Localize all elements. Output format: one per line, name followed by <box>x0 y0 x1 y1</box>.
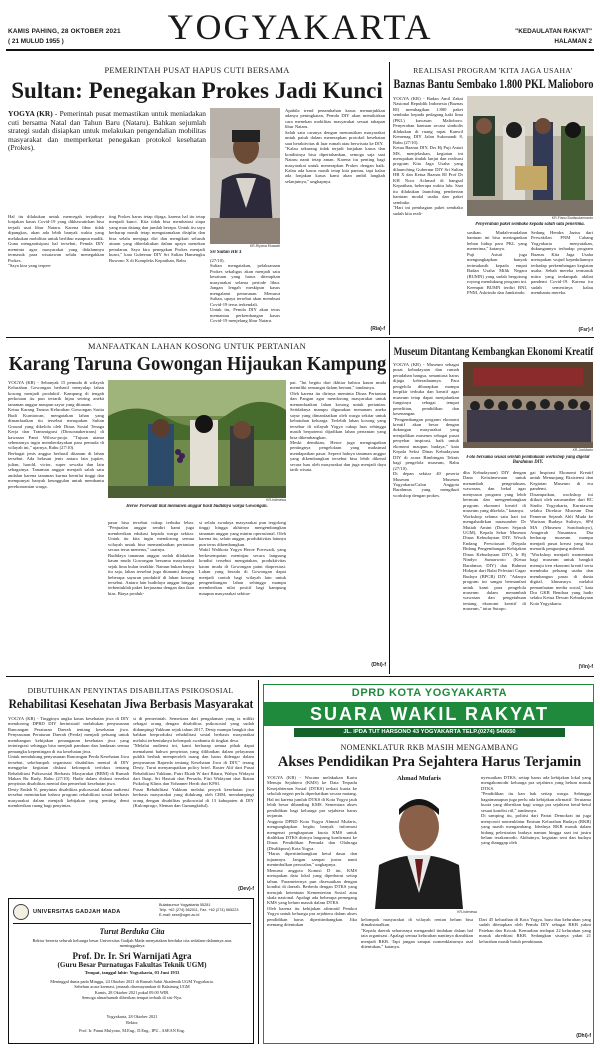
harvest-image <box>108 380 286 498</box>
harvest-photo <box>108 380 286 498</box>
signoff-role: Rektor <box>126 1020 138 1025</box>
story-headline: Museum Ditantang Kembangkan Ekonomi Kreatif <box>393 344 593 358</box>
story-column: gai Inspirasi Ekonomi Kreatif untuk Menunjang Eksistensi dan Kegiatan Museum di era pandemi. Disampaikan, workshop ini diikuti oleh narasumber dari RC Studio Yogyakarta, Kurniawan selaku Direktur Museum Dan Pameran Sejarah Ahli Muda ke Warisan Budaya Sulistyo, SPd MA (Museum Sonobudoyo), Anugerah Nusantara. Dia berharap museum mampu menjadi pusat kreasi yang bisa menarik pengunjung milenial. "Workshop menjadi momentum bagi museum untuk bangkit menuju tren ekonomi kreatif serta membuka peluang usaha dan membangun pasar di dunia digital, khususnya melalui pemanfaatan media sosial," kata Dra GKR Bendara yang hadir selaku Ketua Dewan Kebudayaan Kota Yogyakarta. <box>530 470 593 606</box>
dprd-banner: SUARA WAKIL RAKYAT <box>309 704 549 724</box>
rubric-label: "KEDAULATAN RAKYAT" <box>515 28 592 35</box>
dprd-address: JL. IPDA TUT HARSONO 43 YOGYAKARTA TELP.(0274) 540650 <box>294 728 565 737</box>
end-mark: (Fsr)-f <box>578 327 593 333</box>
story-headline: Karang Taruna Gowongan Hijaukan Kampung <box>8 354 386 375</box>
signoff-place: Yogyakarta, 28 Oktober 2021 <box>106 1014 158 1019</box>
story-column: dha Kebudayaan) DIY dengan Dana Keistimewaan untuk menambah pengetahuan, wawasan, dan bekal agar menyusun program yang lebih bermutu dan mengembangkan program ekonomi kreatif di museum yang dikelola," katanya. Workshop selama satu hari ini mengahadirkan narasumber Dr Mutiah Amini (Dosen Sejarah UGM), Kepala Sekar Museum Dinas Kebudayaan DIY, Wiwik Endang Perwitasari (Kepala Bidang Pengembangan Kebijakan Dinas Kebudayaan DIY), Ir Hj Nindyo Sumarwoto (Ketua Barahmus DIY) dan Rahmat Hidayat dari Balai Pelestari Cagar Budaya (BPCB) DIY. "Adanya program ini sangat bermanfaat untuk kami para pengelola museum dalam menambah wawasan dan pengetahuan tentang ekonomi kreatif di museum," tutur Sutopo. <box>463 470 526 612</box>
story-lead <box>8 110 206 214</box>
end-mark: (Dhi)-f <box>576 1033 591 1039</box>
column-divider <box>258 680 259 1044</box>
story-column: si selalu swadaya masyarakat pun tergolong tinggi hingga akhirnya mengembangkan tanaman anggur yang minim operasional. Oleh karena itu, selain anggur, produktivitas lainnya pun terus dikembangkan. Wakil Walikota Yogya Heroe Poerwadi, yang berkesempatan meninjau secara langsung kondisi tersebut mengatakan, produktivitas kaum muda di Gowongan patut diapresiasi. Lahan yang berada di Gowongan dapat menjadi contoh bagi wilayah lain untuk pengembangan lahan sehingga mampu memberikan nilai positif bagi kampung maupun masyarakat sekitar- <box>199 520 286 596</box>
masthead-rule <box>6 49 594 51</box>
story-column: YOGYA (KR) - Tingginya angka kasus kesehatan jiwa di DIY mendorong DPRD DIY berinisiatif melakukan penyusunan Rancangan Peraturan Daerah tentang kesehatan jiwa. Penyusunan Peraturan Daerah (Perda) menjadi peluang untuk membangun kebijakan penanganan kesehatan jiwa yang terintegrasi sehingga bisa menjadi panduan dan landasan semua pemangku kepentingan di isu kesehatan jiwa. Untuk mendukung penyusunan Rancangan Perda Kesehatan Jiwa tersebut, sekelompok organisasi disabilitas mental di DIY menggelar kegiatan diskusi kelompok terfokus tentang Rehabilitasi Psikososial Berbasis Masyarakat (RBM) di Rumah Makan Bu Rudy, Rabu (27/10). Hadir dalam diskusi tersebut penyintas disabilitas mental dan pemerhati kesehatan jiwa. Desty Endah N, penyintas disabilitas psikososial dalam audiensi tersebut menuturkan bahwa program rehabilitasi sosial berbasis masyarakat dalam menjadi kebijakan yang penting demi memberikan ruang bagi penyintas. <box>8 716 129 809</box>
end-mark: (Dev)-f <box>238 886 254 892</box>
obituary-intro: Rektor beserta seluruh keluarga besar Universitas Gadjah Mada menyatakan berduka cita sedalam-dalamnya atas meninggalnya <box>32 938 232 949</box>
obituary-name: Prof. Dr. Ir. Sri Warnijati Agra <box>72 951 192 961</box>
story-headline: Baznas Bantu Sembako 1.800 PKL Malioboro <box>393 77 593 91</box>
story-column: nyesuaikan DTKS, setiap harus ada kebijakan lokal yang mengakomodir keluarga pra sejahtera yang belum masuk DTKS. "Pendidikan itu kan hak setiap warga. Sehingga bagaimanapun juga perlu ada kebijakan afirmatif. Terutama kuota yang diberikan bagi warga pra sejahtera betul-betul sesuai kondisi riil," tandasnya. Di samping itu, politisi dari Partai Demokrat ini juga menyoroti nomenklatur Emisan Kelurahan Budaya (RKB) yang masih mengambang. Idealnya RKB masuk dalam bidang pelestarian budaya namun hingga saat ini justru belum terakomodir. Akibatnya, kegiatan seni dan budaya yang dianggap oleh <box>481 775 591 846</box>
photo-credit: KR-Istimewa <box>457 910 477 914</box>
photo-caption: Foto bersama seusai setelah pembukaan workshop yang digelar Barahmus DIY. <box>466 455 590 466</box>
sultan-photo <box>210 108 280 244</box>
obituary-box <box>8 898 254 1044</box>
story-column: Apabila trend penambahan kasus menunjukkan adanya peningkatan, Pemda DIY akan memikirkan cara menekan mobilitas masyarakat sesuai tahapan libur Nataru. Salah satu caranya dengan memastikan masyarakat untuk patuh dalam menerapkan protokol kesehatan saat beraktivitas di luar rumah atau berwisata ke DIY. "Kalau sekarang tidak terjadi lonjakan kasus dan kondisinya bisa dipertahankan, semoga saja saat Nataru nanti tetap aman. Karena itu penting bagi masyarakat untuk menerapkan Prokes dengan baik. Kalau ada kasus masih tetap kita pantau, tapi kalau ada lonjakan kasus kami akan ambil langkah selanjutnya," ungkapnya. <box>285 108 385 184</box>
obituary-divider <box>13 923 251 924</box>
dprd-title: DPRD KOTA YOGYAKARTA <box>351 687 508 699</box>
section-rule <box>6 676 594 677</box>
story-column: (27/10). Sultan mengatakan, pelaksanaan Prokes sekaligus akan menjadi satu kesatuan yang harus diterapkan masyarakat selama periode libur. Jangan lengah meskipun kasus mengalami penurunan. Menurut Sultan, upaya tersebut akan membuat Covid-19 terus terkendali. Untuk itu, Pemda DIY akan terus memantau perkembangan kasus Covid-19 menjelang libur Nataru. <box>210 258 280 323</box>
portrait-image <box>210 108 280 244</box>
story-column: Hal itu dilakukan untuk mencegah terjadinya lonjakan kasus Covid-19 yang dikhawatirkan bisa terjadi usai libur Nataru. Karena libur tidak dipangkas, akan ada lebih banyak waktu yang melakukan mobilitas untuk berlibur maupun mudik. Guna mengantisipasi hal tersebut, Pemda DIY meminta agar masyarakat yang didalamnya termasuk para wisatawan selalu menegakkan Prokes. "Saya kira yang terpen- <box>8 214 104 269</box>
portrait-image <box>361 783 477 909</box>
page-number: HALAMAN 2 <box>554 38 592 45</box>
end-mark: (Dhi)-f <box>371 662 386 668</box>
lead-dateline: YOGYA (KR) <box>8 110 53 118</box>
story-kicker: REALISASI PROGRAM 'KITA JAGA USAHA' <box>413 66 573 75</box>
obituary-heading: Turut Berduka Cita <box>99 927 165 936</box>
photo-credit: KR-Riyana Ekawati <box>249 244 280 248</box>
hijri-date: ( 21 MULUD 1955 ) <box>8 38 64 45</box>
photo-label: Ahmad Mufaris <box>397 775 441 782</box>
handover-image <box>467 96 593 216</box>
story-column: sasikan. Mudah-mudahan bantuan ini bisa meringankan beban hidup para PKL yang menerima," katanya. Puji Astuti juga mengungkapkan banyak terimakasih kepada empat Badan Usaha Milik Negara (BUMN) yang sudah bergotong royong mendukung program ini. Keempat BUMN terdiri BNI, PNM, Askrindo dan Jamkrindo. <box>467 230 527 295</box>
issue-date: KAMIS PAHING, 28 OKTOBER 2021 <box>8 28 121 35</box>
obituary-born: Tempat, tanggal lahir: Yogyakarta, 03 Juni 1933 <box>84 970 180 975</box>
story-column: ting Prokes harus tetap dijaga, karena hal itu tetap menjadi kunci. Kita tidak bisa membatasi siapa yang mau datang dan jumlah berapa. Untuk itu saya berharap masih tetap mengutamakan disiplin dan bisa selalu menjaga diri dan mengikuti seluruh aturan yang diberlakukan dalam upaya menekan penularan. Saya kira penegakan Prokes menjadi kunci," kata Gubernur DIY Sri Sultan Hamengku Buwono X di Kompleks Kepatihan, Rabu <box>109 214 205 263</box>
obituary-title: (Guru Besar Purnatugas Fakultas Teknik UGM) <box>57 961 207 969</box>
dprd-headline: Akses Pendidikan Pra Sejahtera Harus Terjamin <box>277 754 582 770</box>
obituary-details: Meninggal dunia pada Minggu, 24 Oktober 2021 di Rumah Sakit Akademik UGM Yogyakarta. Sebelum acara kremasi, jenazah disemayamkan di Balairung UGM Kamis, 28 Oktober 2021 pukul 09.00 WIB. Semoga almarhumah diberikan tempat terbaik di sisi-Nya. <box>50 979 214 1000</box>
story-headline: Rehabilitasi Kesehatan Jiwa Berbasis Masyarakat <box>8 697 253 711</box>
story-column: kelompok masyarakat di wilayah rentan belum bisa dimaksimalkan. "Kepala daerah seharusnya mengambil tindakan dalam hal tata organisasi. Apalagi semua kelurahan nantinya diarahkan menjadi RKB. Tapi jangan sampai nomenklaturnya asal ditentukan," katanya. Dari 45 kelurahan di Kota Yogya, baru dua kelurahan yang sudah ditetapkan oleh Pemda DIY sebagai RKB yakni Patehan dan Kricak. Kemudian terdapat 22 kelurahan yang masuk akreditasi RKB. Sedangkan sisanya yakni 21 kelurahan masih butuh pembinaan. <box>361 917 591 950</box>
photo-credit: KR-Fiano Budisudarmanto <box>551 216 593 220</box>
dprd-advertorial <box>263 684 594 1044</box>
photo-credit: KR-Jonkfarto <box>572 448 593 452</box>
story-column: Sedang Hendra Jazius dari Perwakilan PNM Cabang Yogyakarta menyatakan, dukungannya terhadap program Baznas Kita Jaga Usaha merupakan wujud kepeduliannya terhadap perkembangan kegiatan usaha. Sebab mereka termasuk mitra yang terdampak akibat pandemi Covid-19. Karena itu sudah semestinya kalau membantu mereka. <box>531 230 593 295</box>
photo-caption: Sri Sultan HB X <box>210 250 242 255</box>
story-headline: Sultan: Penegakan Prokes Jadi Kunci <box>11 78 383 103</box>
story-column: YOGYA (KR) - Museum sebagai pusat kebudayaan dan rumah peradaban bangsa, senantiasa harus dijaga keberadaannya. Para pengelola diharapkan mampu berpikir terbuka dan kreatif agar museum tetap dapat menjalankan fungsinya sebagai tempat penelitian, pendidikan dan kesenangan. "Pengembangan program ekonomi kreatif akan besar dengan dukungan masyarakat yang menjadikan museum sebagai pusat penyebar inspirasi, baik untuk ekonomi maupun budaya," kata Kepala Seksi Dinas Kebudayaan DIY di acara Bimbingan Teknis bagi pengelola museum, Rabu (27/10). Di depan sekitar 40 peserta Museum Museum Yogyakarta/Calon Anggota Barahmus yang mengikuti workshop dengan prokes. <box>393 362 459 498</box>
story-column: pasar bisa tersebut cukup terbuka lebar. "Penjualan anggur sendiri kami juga memberikan edukasi kepada warga sekitar. Untuk itu kita ingin mendorong semua wilayah untuk bisa memanfaatkan pertanian secara terus menerus," urainya. Budidaya tanaman anggur sudah dilakukan kaum muda Gowongan bersama masyarakat sejak lima bulan terakhir. Namun bukan hanya itu saja, lahan tersebut juga ditanami dengan beberapa sayuran produktif di lahan kosong tersebut. Antara lain budidaya anggur hingga terbentuklah paket kerjasama dengan dan ikan bias. Biaya produk- <box>108 520 194 596</box>
story-kicker: PEMERINTAH PUSAT HAPUS CUTI BERSAMA <box>104 66 290 75</box>
photo-caption: Penyerahan paket sembako kepada salah satu penerima. <box>475 222 585 227</box>
group-image <box>463 362 593 448</box>
org-name: UNIVERSITAS GADJAH MADA <box>33 909 121 915</box>
page-title: YOGYAKARTA <box>167 7 433 47</box>
end-mark: (Ria)-f <box>370 326 385 332</box>
mufaris-photo <box>361 783 477 909</box>
signoff-name: Prof. Ir. Panut Mulyono, M.Eng., D.Eng., IPU., ASEAN Eng. <box>79 1028 185 1033</box>
org-address: Bulaksumur Yogyakarta 55281 Telp. +62 (274) 562011, Fax. +62 (274) 565223 E-mail: sesr@ugm.ac.id <box>159 903 239 917</box>
photo-caption: Heroe Poerwadi ikut memanen anggur hasil budidaya warga Gowongan. <box>126 504 268 509</box>
dprd-kicker: NOMENKLATUR RKB MASIH MENGAMBANG <box>340 743 519 752</box>
column-divider <box>389 340 390 674</box>
story-column: YOGYA (KR) - Wacana melakukan Kartu Menuju Sejahtera (KMS) ke Data Terpadu Kesejahteraan Sosial (DTKS) terkait kuota ke sekolah negeri perlu diperhatikan secara matang. Hal ini karena jumlah DTKS di Kota Yogya jauh lebih besar dibanding KMS. Sementara akses pendidikan bagi keluarga pra sejahtera harus terjamin. Anggota DPRD Kota Yogya Ahmad Mufaris, mengungkapkan begitu banyak informasi mengenai penghapusan kuota KMS untuk dialihkan DTKS dirinya langsung konfirmasi ke Dinas Pendidikan Pemuda dan Olahraga (Disdikpora) Kota Yogya. "Harus diperitimbangkan betul dasar dan tujuannya. Jangan sampai justru nanti menimbulkan persoalan," ungkapnya. Menurut anggota Komisi D ini, KMS merupakan data lokal yang diperbarui setiap tahun. Parameternya pun disesuaikan dengan kondisi di daerah. Berbeda dengan DTKS yang merujuk ketentuan Kementerian Sosial atau skala nasional. Apalagi ada beberapa pemegang KMS yang belum masuk dalam DTKS. Oleh karena itu kebijakan afirmatif Pemkot Yogya untuk keluarga pra sejahtera dalam akses pendidikan harus diperitimbangkan. Jika memang ditentukan <box>267 775 357 928</box>
museum-photo <box>463 362 593 448</box>
story-kicker: DIBUTUHKAN PENYINTAS DISABILITAS PSIKOSOSIAL <box>27 686 234 695</box>
story-column: si di pemerintah. Semestara dari pengalaman yang ia miliki sebagai orang dengan disabilitas psikososial yang sudah didampingi Yakkum sejak tahun 2017, Desty mampu bangkit dan bahkan berproduksi rehabilitasi sosial berbasis masyarakat melalui terbentuknya kelompok swabantu di tingkat desa. "Melalui audiensi ini, kami berharap semua pihak dapat memahami bahwa penyintas yang dilibatkan dalam pelayanan publik berhak memperoleh ruang dan harus didengar dalam penyusunan Raperda tentang Kesehatan Jiwa di DIY," terang Desty. Turut menyampaikan policy brief, Rasier Alif dari Pusat Rehabilitasi Yakkum, Putri Ekiah W dari Bitaru, Wahyu Widayat dari Ibaqi, Sri Hastuti dari Persada, Fitri Widayani dari Ikatan Psikolog Klinis dan Yohanner Herdi dari KPSI. Pusat Rehabilitasi Yakkum melalui proyek kesehatan jiwa berbasis masyarakat yang didukung oleh CBM, mendampingi orang dengan disabilitas psikososial di 13 kabupaten di DIY (Kulonprogo, Sleman dan Gunungkidul). <box>133 716 254 809</box>
sembako-photo <box>467 96 593 216</box>
story-column: YOGYA (KR) - Badan Amil Zakat Nasional Republik Indonesia (Baznas RI) membagikan 1.800 paket sembako kepada pedagang kaki lima (PKL) kawasan Malioboro. Penyerahan bantuan secara simbolis dilakukan di ruang rapat Kanwil Kemenag DIY Jalan Sukonandi 8, Rabu (27/10). Ketua Baznas DIY, Drs Hj Puji Astuti MS, menjelaskan, kegiatan ini merupakan tindak lanjut dan realisasi program Kita Jaga Usaha yang dilaunching Gubernur DIY Sri Sultan HB X dan Ketua Baznas RI Prof Dr KH Noor Achmad di bangsal Kepatihan, beberapa waktu lalu. Saat itu dilakukan launching pemberian bantuan modal usaha dan paket sembako. "Hari ini pembagian paket sembako sudah kita reali- <box>393 96 463 216</box>
story-column: pat. "Ini begitu dari ikhtiar bahwa kaum muda memiliki semangat dalam bertani," tandasnya. Oleh karena itu dirinya meminta Dinas Pertanian dan Pangan agar mendorong masyarakat untuk memanfaatkan lahan kosong untuk pertanian. Setidaknya mampu digunakan menanam aneka sayur yang dimanfaatkan oleh warga sekitar untuk kebutuhan keluarga. Terlebih lahan kosong yang tersebar di wilayah Yogya cukup luas sehingga masih berpotensi dijadikan lahan pertanian yang bisa dikembangkan. Meski demikian, Heroe juga mengingatkan pentingnya pengelolaan yang maksimal mendapatkan pasar. Seperti halnya tanaman anggur yang dikembangkan tersebut bisa lebih dikenal secara luas oleh masyarakat dan juga menjadi daya tarik wisata. <box>290 380 386 473</box>
column-divider <box>389 62 390 335</box>
story-kicker: MANFAATKAN LAHAN KOSONG UNTUK PERTANIAN <box>88 342 306 351</box>
section-rule <box>6 337 594 338</box>
ugm-logo-icon <box>13 904 29 920</box>
lead-text: - Pemerintah pusat memastikan untuk meniadakan cuti bersama Natal dan Tahun Baru (Nataru). Bahkan sejumlah strategi sudah disiapkan untuk melakukan pengendalian mobilitas masyarakat dan memperketat penegakan protokol kesehatan (Prokes). <box>8 110 206 153</box>
photo-credit: KR-Istimewa <box>266 498 286 502</box>
story-column: YOGYA (KR) - Sebanyak 15 pemuda di wilayah Kelurahan Gowongan berhasil menyulap lahan kosong menjadi produktif. Kampung di tengah perkotaan itu pun tertarik hijau seiring anekä tanaman anggur maupun sayur yang ditanam. Ketua Karang Taruna Kelurahan Gowongan Sarita Budi Kurniawan, mengatakan lahan yang dimanfaatkan itu tersebut merupakan Sultan Ground yang dikelola oleh Dinas Sosial Tenaga Kerja dan Transmigrasi (Dinsosnakertrans) di kawasan Panti Wiloso-projo. "Tujuan utama sebenarnya ingin memberdayakan para pemuda di wilayah ini," ujarnya, Rabu (27/10). Berbagai jenis anggur berhasil ditanam di lahan tersebut. Ada belasan jenis antara lain jupiter, julian, harold, victor, super sewaka dan lain sebagainya. Tanaman anggur menjadi salah satu andalan karena tanaman kurma bernilai tinggi dan mempunyai banyak keunggulan untuk membantu perekonomian warga. <box>8 380 104 489</box>
end-mark: (Vin)-f <box>578 664 593 670</box>
